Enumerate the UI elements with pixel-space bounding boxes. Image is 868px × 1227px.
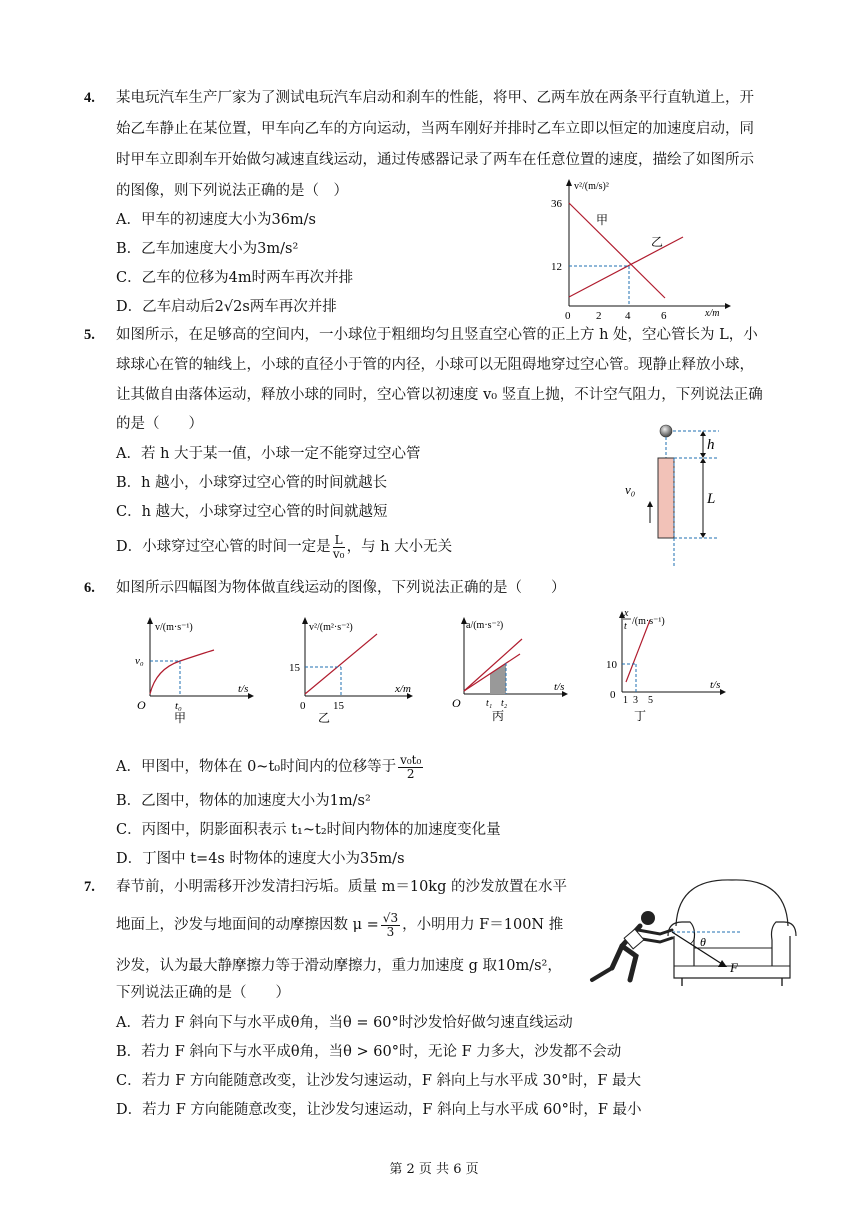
- q6-g2-y15: 15: [289, 662, 300, 674]
- q6-g1-ylabel: v/(m·s⁻¹): [155, 622, 193, 633]
- q6-option-d: D．丁图中 t=4s 时物体的速度大小为35m/s: [116, 851, 405, 867]
- q6-option-a-denominator: 2: [406, 766, 415, 781]
- q4-stem-line1: 某电玩汽车生产厂家为了测试电玩汽车启动和刹车的性能，将甲、乙两车放在两条平行直轨道上，开: [116, 90, 754, 106]
- q4-graph-label-yi: 乙: [651, 235, 664, 249]
- q5-option-d: [116, 532, 452, 562]
- q4-graph-tick-2: 2: [596, 310, 602, 322]
- q6-option-b: B．乙图中，物体的加速度大小为1m/s²: [116, 793, 371, 809]
- q6-option-a-fraction: [398, 754, 423, 781]
- q5-option-d-numerator: L: [334, 532, 343, 547]
- page-footer: 第 2 页 共 6 页: [389, 1162, 479, 1177]
- sofa-back-shape: [676, 880, 788, 926]
- q4-option-d: D．乙车启动后2√2s两车再次并排: [116, 299, 337, 315]
- q7-stem-line3: 沙发，认为最大静摩擦力等于滑动摩擦力，重力加速度 g 取10m/s²，: [116, 958, 562, 974]
- q6-g3-t1: t₁: [486, 698, 493, 709]
- q4-graph-tick-0: 0: [565, 310, 571, 322]
- q6-g1-v0: v₀: [135, 655, 144, 667]
- q6-g3-ylabel: a/(m·s⁻²): [466, 620, 504, 631]
- q6-g1-xlabel: t/s: [238, 683, 249, 695]
- q7-mu-denominator: 3: [386, 924, 395, 939]
- q7-stem-line2-suffix: ，小明用力 F＝100N 推: [402, 917, 564, 933]
- q5-number: 5.: [84, 327, 95, 343]
- q6-g1-t0: t₀: [175, 700, 182, 712]
- q6-g4-xlabel: t/s: [710, 679, 721, 691]
- q7-number: 7.: [84, 879, 95, 895]
- q6-option-a: [116, 752, 425, 782]
- q4-stem-line2: 始乙车静止在某位置，甲车向乙车的方向运动，当两车刚好并排时乙车立即以恒定的加速度启动，同: [116, 121, 754, 137]
- q5-stem-line1: 如图所示，在足够高的空间内，一小球位于粗细均匀且竖直空心管的正上方 h 处，空心管长为 L，小: [116, 327, 758, 343]
- q5-stem-line3: 让其做自由落体运动，释放小球的同时，空心管以初速度 v₀ 竖直上抛，不计空气阻力，下列说法正确: [116, 387, 763, 403]
- q5-option-d-suffix: ，与 h 大小无关: [346, 539, 453, 555]
- q5-option-c: C．h 越大，小球穿过空心管的时间就越短: [116, 504, 388, 520]
- q7-option-c: C．若力 F 方向能随意改变，让沙发匀速运动，F 斜向上与水平成 30°时，F 最大: [116, 1073, 642, 1089]
- q6-graph-ding: [604, 604, 739, 726]
- q4-stem-line3: 时甲车立即刹车开始做匀减速直线运动，通过传感器记录了两车在任意位置的速度，描绘了如图所示: [116, 152, 754, 168]
- q7-sofa-figure: [582, 876, 804, 996]
- q4-graph-label-jia: 甲: [596, 213, 609, 227]
- q6-g3-t2: t₂: [501, 698, 508, 709]
- q4-stem-line4: 的图像，则下列说法正确的是（ ）: [116, 183, 348, 199]
- q6-stem-line1: 如图所示四幅图为物体做直线运动的图像，下列说法正确的是（ ）: [116, 580, 566, 596]
- q5-option-d-fraction: [333, 534, 345, 561]
- q6-option-a-numerator: v₀t₀: [400, 752, 422, 767]
- q4-graph-tick-4: 4: [625, 310, 631, 322]
- q6-g4-x3: 3: [633, 695, 638, 706]
- q5-option-b: B．h 越小，小球穿过空心管的时间就越长: [116, 475, 388, 491]
- q4-option-b: B．乙车加速度大小为3m/s²: [116, 241, 299, 257]
- q5-tube-figure: [615, 418, 735, 578]
- force-arrow-icon: [718, 960, 727, 967]
- q6-g1-origin: O: [137, 698, 146, 712]
- q6-graph-jia: [130, 614, 262, 726]
- q7-label-F: F: [730, 960, 738, 975]
- q6-g3-name: 丙: [492, 709, 505, 723]
- q4-graph-tick-12: 12: [551, 261, 562, 273]
- q7-option-b: B．若力 F 斜向下与水平成θ角，当θ > 60°时，无论 F 力多大，沙发都不会动: [116, 1044, 622, 1060]
- q7-mu-numerator: √3: [382, 910, 399, 925]
- q4-number: 4.: [84, 90, 95, 106]
- q6-g4-name: 丁: [634, 709, 647, 723]
- ball-icon: [660, 425, 672, 437]
- q5-label-L: L: [707, 491, 716, 507]
- q7-stem-line2: [116, 909, 563, 941]
- tube-shape: [658, 458, 674, 538]
- q6-g2-name: 乙: [318, 711, 331, 725]
- q6-g1-name: 甲: [174, 711, 187, 725]
- q4-option-c: C．乙车的位移为4m时两车再次并排: [116, 270, 354, 286]
- q6-g4-frac-den: t: [624, 621, 627, 632]
- q6-g4-ylabel: /(m·s⁻¹): [632, 616, 665, 627]
- q6-g2-origin: 0: [300, 700, 306, 712]
- q4-option-a: A．甲车的初速度大小为36m/s: [116, 212, 316, 228]
- q6-g3-origin: O: [452, 696, 461, 710]
- q5-stem-line2: 球球心在管的轴线上，小球的直径小于管的内径，小球可以无阻碍地穿过空心管。现静止释放小球，: [116, 357, 754, 373]
- q7-stem-line1: 春节前，小明需移开沙发清扫污垢。质量 m＝10kg 的沙发放置在水平: [116, 879, 567, 895]
- q6-graph-bing: [448, 614, 580, 726]
- q6-g2-x15: 15: [333, 700, 344, 712]
- q4-graph-xlabel: x/m: [705, 308, 720, 319]
- q6-g3-xlabel: t/s: [554, 681, 565, 693]
- q5-option-a: A．若 h 大于某一值，小球一定不能穿过空心管: [116, 446, 421, 462]
- q6-option-c: C．丙图中，阴影面积表示 t₁~t₂时间内物体的加速度变化量: [116, 822, 501, 838]
- q4-v2-x-graph: [545, 176, 735, 322]
- q6-g4-y10: 10: [606, 659, 617, 671]
- q7-mu-fraction: [381, 912, 400, 939]
- q5-stem-line4: 的是（ ）: [116, 416, 203, 432]
- q6-g2-ylabel: v²/(m²·s⁻²): [309, 622, 353, 633]
- q4-graph-tick-6: 6: [661, 310, 667, 322]
- q6-g4-x1: 1: [623, 695, 628, 706]
- q6-number: 6.: [84, 580, 95, 596]
- q4-graph-ylabel: v²/(m/s)²: [574, 181, 609, 192]
- q6-option-a-prefix: A．甲图中，物体在 0~t₀时间内的位移等于: [116, 759, 397, 775]
- q6-g4-x0: 0: [610, 689, 616, 701]
- q7-stem-line4: 下列说法正确的是（ ）: [116, 985, 290, 1001]
- q7-label-theta: θ: [700, 935, 706, 949]
- q4-graph-tick-36: 36: [551, 198, 562, 210]
- q6-g2-xlabel: x/m: [395, 683, 411, 695]
- shaded-area: [490, 663, 506, 694]
- q5-label-h: h: [707, 437, 715, 453]
- q7-option-d: D．若力 F 方向能随意改变，让沙发匀速运动，F 斜向上与水平成 60°时，F 最小: [116, 1102, 642, 1118]
- q6-graph-yi: [287, 614, 422, 726]
- q6-g4-frac-num: x: [624, 608, 629, 619]
- q7-stem-line2-prefix: 地面上，沙发与地面间的动摩擦因数 μ =: [116, 917, 379, 933]
- q5-option-d-denominator: v₀: [332, 546, 345, 561]
- q7-option-a: A．若力 F 斜向下与水平成θ角，当θ = 60°时沙发恰好做匀速直线运动: [116, 1015, 573, 1031]
- arrow-up-icon: [647, 501, 653, 507]
- q6-g4-x5: 5: [648, 695, 653, 706]
- person-pushing-icon: [592, 911, 672, 980]
- q5-option-d-prefix: D．小球穿过空心管的时间一定是: [116, 539, 331, 555]
- q5-label-v0: v₀: [625, 482, 636, 497]
